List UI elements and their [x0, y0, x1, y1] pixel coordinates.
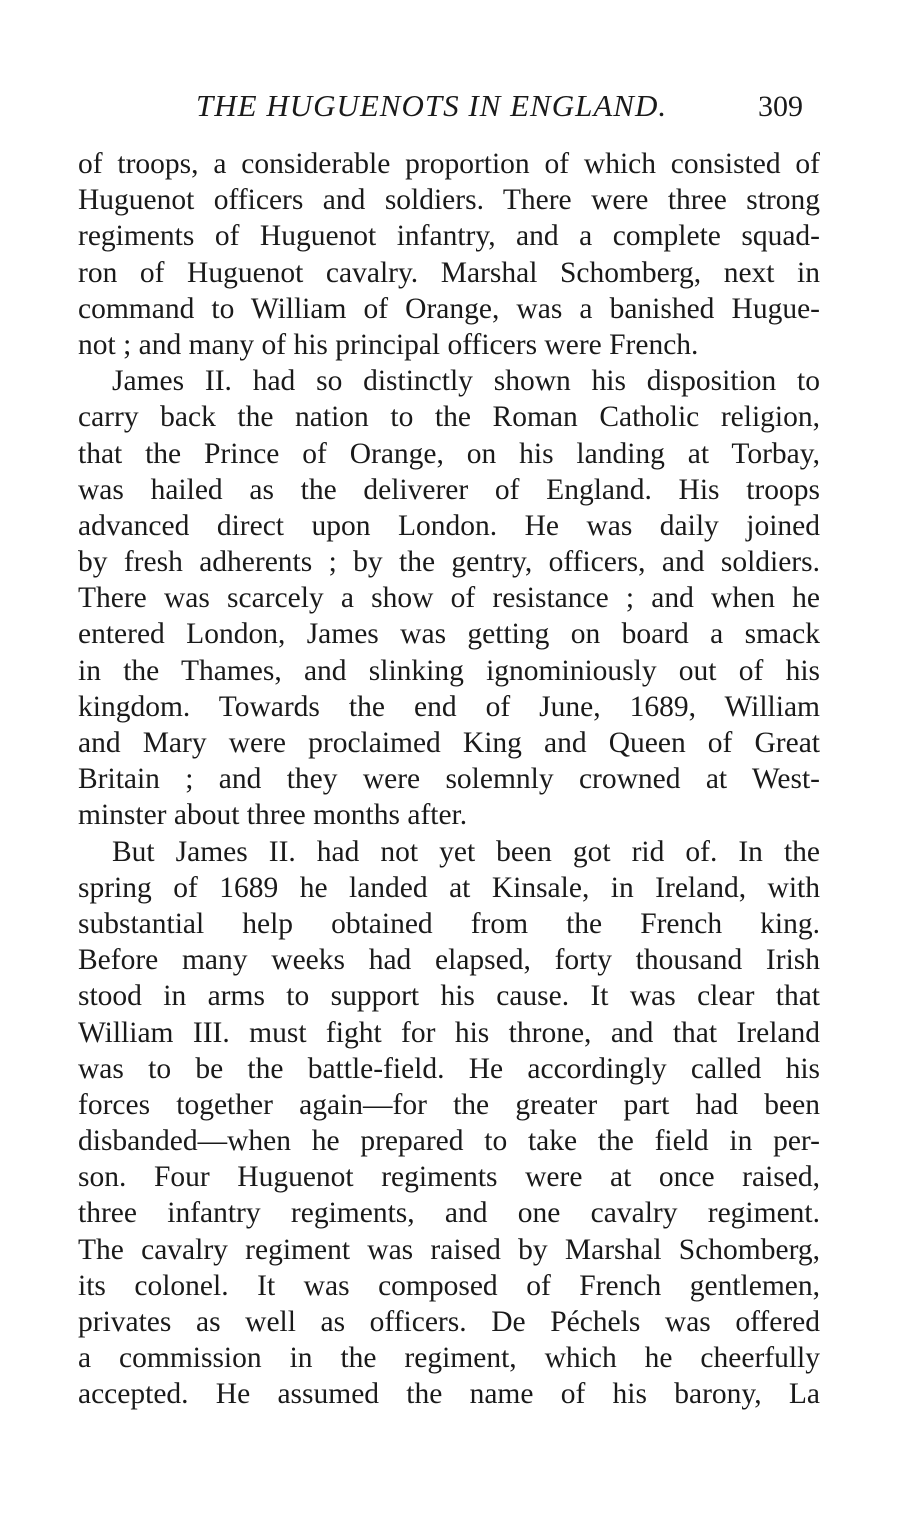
text-line: and Mary were proclaimed King and Queen of Great	[78, 727, 820, 759]
text-line: command to William of Orange, was a banished Hugue-	[78, 292, 820, 325]
text-line: that the Prince of Orange, on his landing at Torbay,	[78, 437, 820, 470]
text-line: kingdom. Towards the end of June, 1689, William	[78, 690, 820, 723]
text-line: carry back the nation to the Roman Catholic religion,	[78, 401, 820, 434]
text-line: accepted. He assumed the name of his barony, La	[78, 1378, 820, 1411]
text-line: regiments of Huguenot infantry, and a complete squad-	[78, 220, 820, 253]
text-line: Huguenot officers and soldiers. There were three strong	[78, 184, 820, 217]
text-line: by fresh adherents ; by the gentry, officers, and soldiers.	[78, 546, 820, 579]
text-line: spring of 1689 he landed at Kinsale, in Ireland, with	[78, 871, 820, 904]
text-line: stood in arms to support his cause. It was clear that	[78, 980, 820, 1013]
text-line: was hailed as the deliverer of England. His troops	[78, 473, 820, 506]
text-line: its colonel. It was composed of French gentlemen,	[78, 1269, 820, 1302]
text-line: James II. had so distinctly shown his disposition to	[112, 365, 820, 398]
text-line: privates as well as officers. De Péchels was offered	[78, 1306, 820, 1338]
text-line: ron of Huguenot cavalry. Marshal Schomberg, next in	[78, 256, 820, 289]
text-line: William III. must fight for his throne, and that Ireland	[78, 1016, 820, 1049]
text-line: was to be the battle-field. He accordingly called his	[78, 1052, 820, 1085]
text-line: But James II. had not yet been got rid of. In the	[112, 835, 820, 868]
text-line: in the Thames, and slinking ignominiously out of his	[78, 654, 820, 687]
page-header	[0, 88, 900, 128]
body-text	[78, 146, 820, 1413]
text-line: of troops, a considerable proportion of which consisted of	[78, 148, 820, 180]
text-line: disbanded—when he prepared to take the field in per-	[78, 1125, 820, 1158]
text-line: minster about three months after.	[78, 799, 468, 832]
text-line: forces together again—for the greater part had been	[78, 1088, 820, 1121]
text-line: three infantry regiments, and one cavalry regiment.	[78, 1197, 820, 1230]
text-line: advanced direct upon London. He was daily joined	[78, 509, 820, 542]
text-line: The cavalry regiment was raised by Marshal Schomberg,	[78, 1233, 820, 1266]
page-number: 309	[758, 90, 803, 123]
text-line: son. Four Huguenot regiments were at once raised,	[78, 1161, 820, 1194]
text-line: Before many weeks had elapsed, forty thousand Irish	[78, 944, 820, 977]
text-line: Britain ; and they were solemnly crowned at West-	[78, 763, 820, 796]
running-title: THE HUGUENOTS IN ENGLAND.	[196, 88, 668, 123]
text-line: entered London, James was getting on board a smack	[78, 618, 820, 651]
text-line: There was scarcely a show of resistance ; and when he	[78, 582, 820, 615]
text-line: substantial help obtained from the French king.	[78, 907, 820, 940]
text-line: a commission in the regiment, which he cheerfully	[78, 1342, 820, 1375]
text-line: not ; and many of his principal officers were French.	[78, 328, 699, 361]
